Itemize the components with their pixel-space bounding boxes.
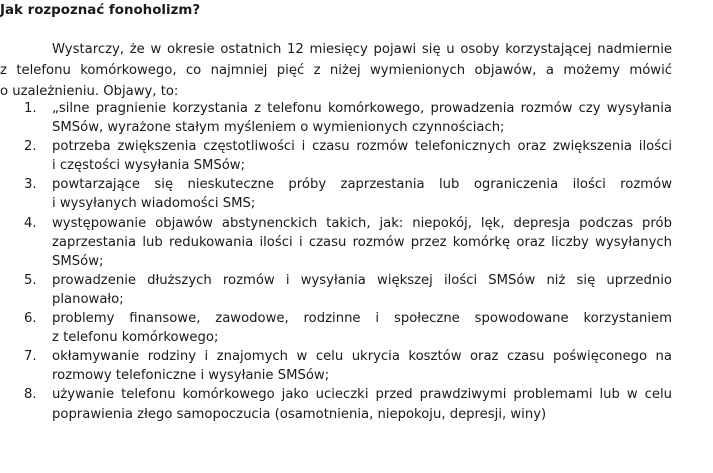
list-item-line: zaprzestania lub redukowania ilości i czasu rozmów przez komórkę oraz liczby wysyłanych: [52, 234, 672, 250]
intro-line: z telefonu komórkowego, co najmniej pięć z niżej wymienionych objawów, a możemy mówić: [0, 63, 672, 78]
list-item: [0, 309, 672, 347]
list-item-text: [52, 271, 672, 309]
list-item: [0, 385, 672, 423]
list-item-text: [52, 214, 672, 271]
list-item: [0, 175, 672, 213]
list-item-line: z telefonu komórkowego;: [52, 330, 219, 346]
list-item-number: 7.: [24, 349, 37, 365]
list-item-number: 4.: [24, 215, 37, 231]
list-item: [0, 347, 672, 385]
list-item-line: poprawienia złego samopoczucia (osamotnienia, niepokoju, depresji, winy): [52, 406, 547, 422]
list-item-text: [52, 385, 672, 423]
intro-line: Wystarczy, że w okresie ostatnich 12 miesięcy pojawi się u osoby korzystającej nadmiernie: [52, 42, 672, 57]
list-item-line: powtarzające się nieskuteczne próby zaprzestania lub ograniczenia ilości rozmów: [52, 177, 672, 193]
list-item-text: [52, 347, 672, 385]
list-item-text: [52, 309, 672, 347]
list-item-line: okłamywanie rodziny i znajomych w celu ukrycia kosztów oraz czasu poświęconego na: [52, 349, 672, 365]
list-item-number: 2.: [24, 139, 37, 155]
list-item-line: rozmowy telefoniczne i wysyłanie SMSów;: [52, 368, 330, 384]
list-item-line: i częstości wysyłania SMSów;: [52, 158, 246, 174]
list-item-number: 6.: [24, 311, 37, 327]
list-item-line: problemy finansowe, zawodowe, rodzinne i społeczne spowodowane korzystaniem: [52, 311, 672, 327]
list-item-number: 5.: [24, 272, 37, 288]
list-item-line: używanie telefonu komórkowego jako ucieczki przed prawdziwymi problemami lub w celu: [52, 387, 672, 403]
list-item: [0, 271, 672, 309]
list-item-number: 3.: [24, 177, 37, 193]
intro-paragraph: [0, 39, 672, 102]
list-item-line: występowanie objawów abstynenckich takich, jak: niepokój, lęk, depresja podczas prób: [52, 215, 672, 231]
list-item-line: prowadzenie dłuższych rozmów i wysyłania większej ilości SMSów niż się uprzednio: [52, 272, 672, 288]
list-item-line: SMSów;: [52, 253, 104, 269]
list-item-line: i wysyłanych wiadomości SMS;: [52, 196, 256, 212]
list-item-text: [52, 137, 672, 175]
list-item: [0, 99, 672, 137]
symptoms-list: [0, 99, 672, 424]
list-item-number: 1.: [24, 101, 37, 116]
list-item-line: planowało;: [52, 291, 124, 307]
document-heading: Jak rozpoznać fonoholizm?: [0, 3, 201, 18]
list-item-line: potrzeba zwiększenia częstotliwości i czasu rozmów telefonicznych oraz zwiększenia ilości: [52, 139, 672, 155]
list-item: [0, 214, 672, 271]
list-item-number: 8.: [24, 387, 37, 403]
list-item-text: [52, 99, 672, 137]
list-item-text: [52, 175, 672, 213]
list-item-line: SMSów, wyrażone stałym myśleniem o wymienionych czynnościach;: [52, 120, 505, 136]
list-item-line: „silne pragnienie korzystania z telefonu komórkowego, prowadzenia rozmów czy wysyłania: [52, 101, 672, 116]
list-item: [0, 137, 672, 175]
intro-line: o uzależnieniu. Objawy, to:: [0, 84, 179, 99]
